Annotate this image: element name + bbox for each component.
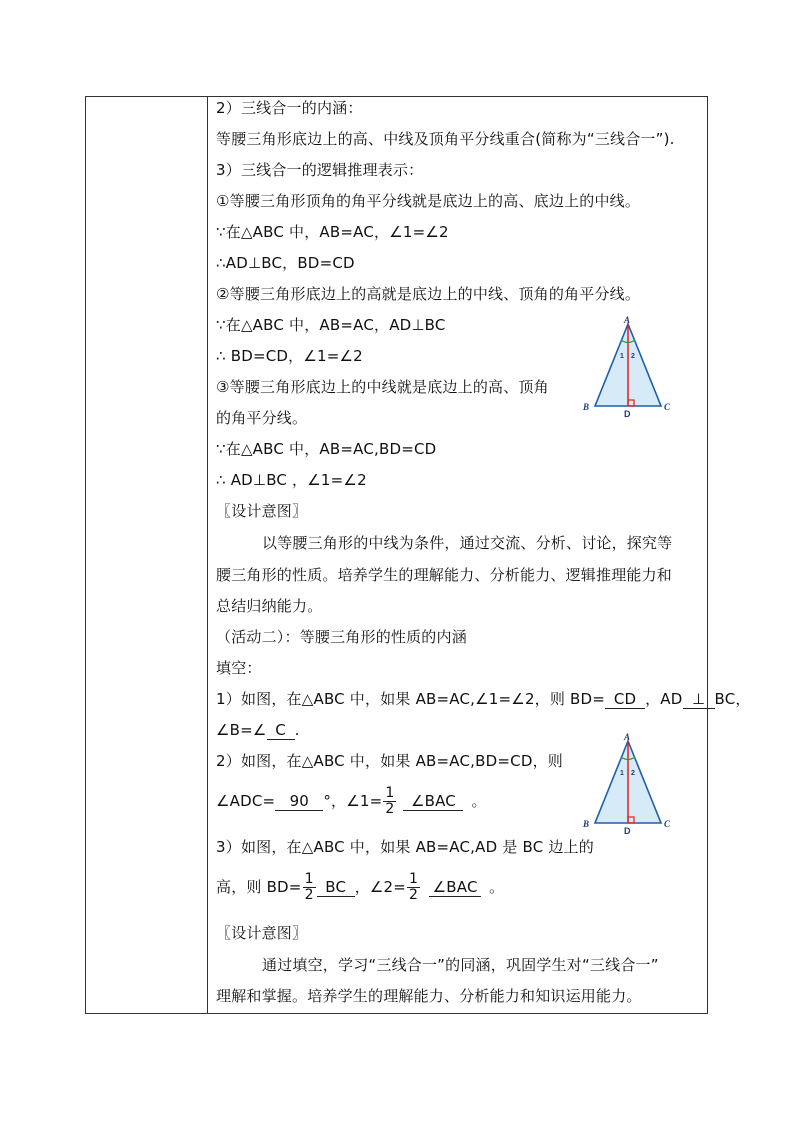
text-line: 等腰三角形底边上的高、中线及顶角平分线重合(简称为“三线合一”). (216, 130, 675, 148)
blank-answer: ∠BAC (429, 879, 481, 897)
text-line: ①等腰三角形顶角的角平分线就是底边上的高、底边上的中线。 (216, 192, 641, 210)
fraction-one-half: $\frac{1}{2}$ (409, 871, 419, 903)
triangle-figure-2 (578, 733, 678, 839)
text-line: 的角平分线。 (216, 409, 308, 427)
blank-answer: ⊥ (683, 691, 715, 709)
text-line: 以等腰三角形的中线为条件，通过交流、分析、讨论，探究等 (262, 534, 673, 552)
text-line: ∵在△ABC 中，AB=AC,BD=CD (216, 440, 437, 458)
blank-answer: C (267, 722, 295, 740)
question-text: . (294, 721, 300, 739)
text-line: ②等腰三角形底边上的高就是底边上的中线、顶角的角平分线。 (216, 285, 641, 303)
text-line: ③等腰三角形底边上的中线就是底边上的高、顶角 (216, 378, 549, 396)
question-text: 高，则 BD= (216, 878, 302, 896)
question-text: ，∠2= (354, 878, 407, 896)
blank-answer: 90 (275, 793, 323, 811)
column-divider (207, 97, 208, 1013)
vertex-label-a: A (624, 316, 631, 325)
vertex-label-c: C (664, 819, 671, 829)
text-line: ∴ AD⊥BC ，∠1=∠2 (216, 471, 367, 489)
fill-question-3: 3）如图，在△ABC 中，如果 AB=AC,AD 是 BC 边上的 (216, 838, 594, 856)
vertex-label-a: A (624, 733, 631, 742)
vertex-label-c: C (664, 402, 671, 412)
fill-question-2: 2）如图，在△ABC 中，如果 AB=AC,BD=CD，则 (216, 752, 563, 770)
fill-question-3b (216, 872, 504, 903)
fill-question-1b (216, 720, 300, 740)
blank-answer: ∠BAC (403, 793, 463, 811)
text-line: ∴ BD=CD，∠1=∠2 (216, 347, 363, 365)
question-text: 1）如图，在△ABC 中，如果 AB=AC,∠1=∠2，则 BD= (216, 690, 606, 708)
text-line: 〖设计意图〗 (216, 502, 308, 520)
vertex-label-b: B (583, 819, 590, 829)
angle-label-2: 2 (631, 770, 635, 777)
question-text: ∠B=∠ (216, 721, 267, 739)
text-line: （活动二）：等腰三角形的性质的内涵 (216, 628, 467, 646)
question-text: 。 (489, 878, 505, 896)
vertex-label-b: B (583, 402, 590, 412)
text-line: ∵在△ABC 中，AB=AC，AD⊥BC (216, 316, 446, 334)
text-line: ∴AD⊥BC，BD=CD (216, 254, 355, 272)
text-line: 填空： (216, 659, 262, 677)
angle-label-2: 2 (631, 353, 635, 360)
triangle-figure-1 (578, 316, 678, 422)
angle-label-1: 1 (620, 353, 624, 360)
text-line: 总结归纳能力。 (216, 597, 323, 615)
angle-label-1: 1 (620, 770, 624, 777)
text-line: 理解和掌握。培养学生的理解能力、分析能力和知识运用能力。 (216, 987, 642, 1005)
text-line: 3）三线合一的逻辑推理表示： (216, 161, 424, 179)
blank-answer: CD (605, 691, 645, 709)
text-line: 通过填空，学习“三线合一”的同涵，巩固学生对“三线合一” (262, 956, 659, 974)
fill-question-1 (216, 689, 751, 709)
text-line: 腰三角形的性质。培养学生的理解能力、分析能力、逻辑推理能力和 (216, 566, 673, 584)
fill-question-2b (216, 786, 487, 817)
question-text: ∠ADC= (216, 792, 276, 810)
question-text: °，∠1= (323, 792, 383, 810)
question-text: BC， (714, 690, 751, 708)
vertex-label-d: D (624, 826, 631, 836)
text-line: ∵在△ABC 中，AB=AC，∠1=∠2 (216, 223, 449, 241)
text-line: 2）三线合一的内涵： (216, 99, 363, 117)
fraction-one-half: $\frac{1}{2}$ (304, 871, 314, 903)
fraction-one-half: $\frac{1}{2}$ (385, 785, 395, 817)
blank-answer: BC (317, 879, 355, 897)
text-line: 〖设计意图〗 (216, 924, 308, 942)
vertex-label-d: D (624, 409, 631, 419)
question-text: ，AD (645, 690, 683, 708)
question-text: 。 (471, 792, 487, 810)
